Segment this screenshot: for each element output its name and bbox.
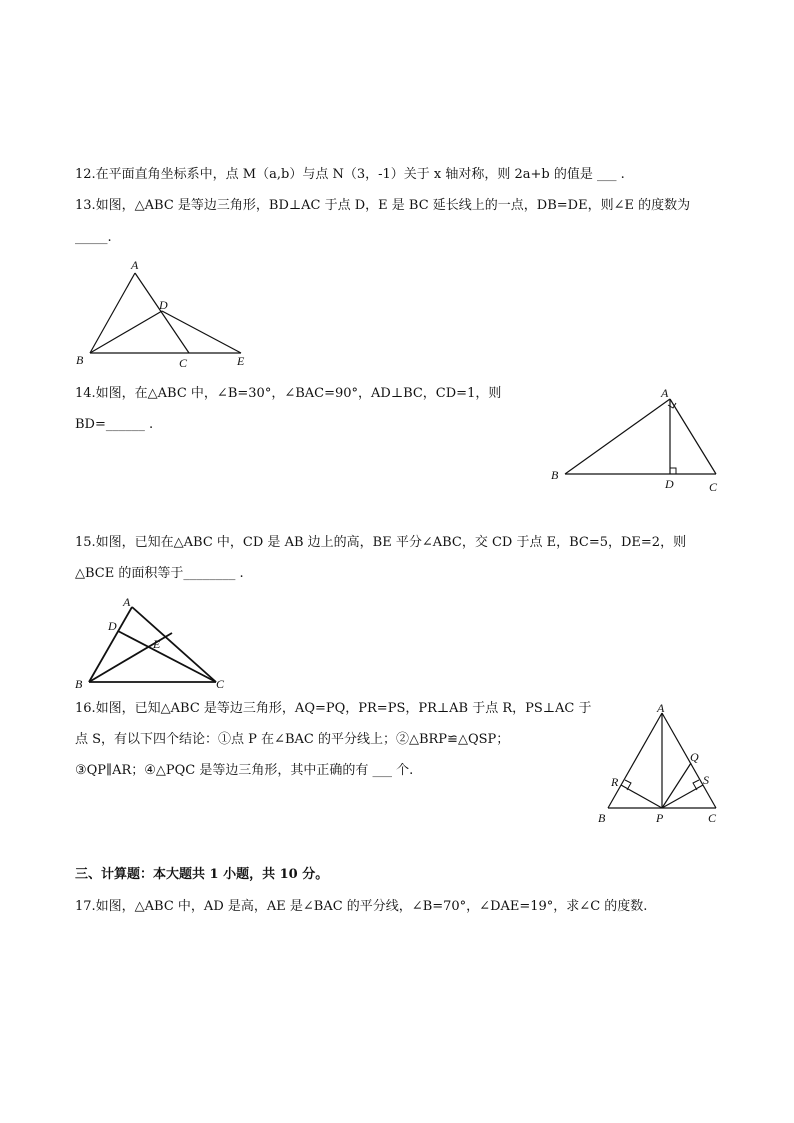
question-15-figure	[70, 590, 240, 695]
question-17-text: 17.如图，△ABC 中，AD 是高，AE 是∠BAC 的平分线，∠B=70°，∠DAE=19°，求∠C 的度数.	[75, 899, 648, 914]
label-d: D	[108, 619, 117, 633]
segment-ab	[608, 713, 662, 808]
segment-ab	[90, 273, 135, 353]
label-s: S	[703, 773, 709, 787]
segment-pr	[621, 785, 662, 808]
segment-pq	[662, 763, 691, 808]
label-a: A	[661, 386, 669, 400]
right-angle-mark-s	[693, 780, 699, 790]
question-14-figure	[545, 385, 730, 495]
question-13-answer-blank: _____.	[75, 230, 112, 245]
label-p: P	[656, 811, 664, 825]
question-16-text-line1: 16.如图，已知△ABC 是等边三角形，AQ=PQ，PR=PS，PR⊥AB 于点 R，PS⊥AC 于	[75, 701, 592, 716]
label-e: E	[153, 637, 161, 651]
question-12-text: 12.在平面直角坐标系中，点 M（a,b）与点 N（3，-1）关于 x 轴对称，则 2a+b 的值是 ___ .	[75, 167, 625, 182]
question-14-text: 14.如图，在△ABC 中，∠B=30°，∠BAC=90°，AD⊥BC，CD=1，则	[75, 386, 502, 401]
question-13-figure	[70, 255, 260, 370]
label-q: Q	[690, 750, 699, 764]
segment-bd	[90, 311, 162, 353]
question-13-text: 13.如图，△ABC 是等边三角形，BD⊥AC 于点 D，E 是 BC 延长线上的一点，DB=DE，则∠E 的度数为	[75, 198, 691, 213]
label-a: A	[657, 701, 665, 715]
section-3-title: 三、计算题：本大题共 1 小题，共 10 分。	[75, 867, 329, 882]
segment-ps	[662, 785, 703, 808]
label-c: C	[708, 811, 717, 825]
question-15-answer-blank: △BCE 的面积等于________ .	[75, 566, 244, 581]
segment-ab	[565, 399, 670, 474]
label-a: A	[131, 258, 139, 272]
label-b: B	[76, 353, 84, 367]
label-b: B	[551, 468, 559, 482]
question-16-text-line2: 点 S，有以下四个结论：①点 P 在∠BAC 的平分线上；②△BRP≌△QSP；	[75, 732, 510, 747]
question-16-text-line3: ③QP∥AR；④△PQC 是等边三角形，其中正确的有 ___ 个.	[75, 763, 414, 778]
right-angle-mark-d	[670, 468, 676, 474]
question-15-text: 15.如图，已知在△ABC 中，CD 是 AB 边上的高，BE 平分∠ABC，交 CD 于点 E，BC=5，DE=2，则	[75, 535, 687, 550]
label-r: R	[611, 775, 619, 789]
label-a: A	[123, 595, 131, 609]
label-b: B	[75, 677, 83, 691]
label-c: C	[709, 480, 718, 494]
question-14-answer-blank: BD=______ .	[75, 417, 154, 432]
label-c: C	[216, 677, 225, 691]
right-angle-mark-r	[625, 780, 631, 790]
segment-ac	[670, 399, 716, 474]
label-b: B	[598, 811, 606, 825]
question-16-figure	[590, 700, 730, 830]
segment-de	[162, 311, 241, 353]
segment-ac	[135, 273, 189, 353]
label-e: E	[237, 354, 245, 368]
segment-ac	[662, 713, 716, 808]
label-c: C	[179, 356, 188, 370]
label-d: D	[665, 477, 674, 491]
label-d: D	[159, 298, 168, 312]
